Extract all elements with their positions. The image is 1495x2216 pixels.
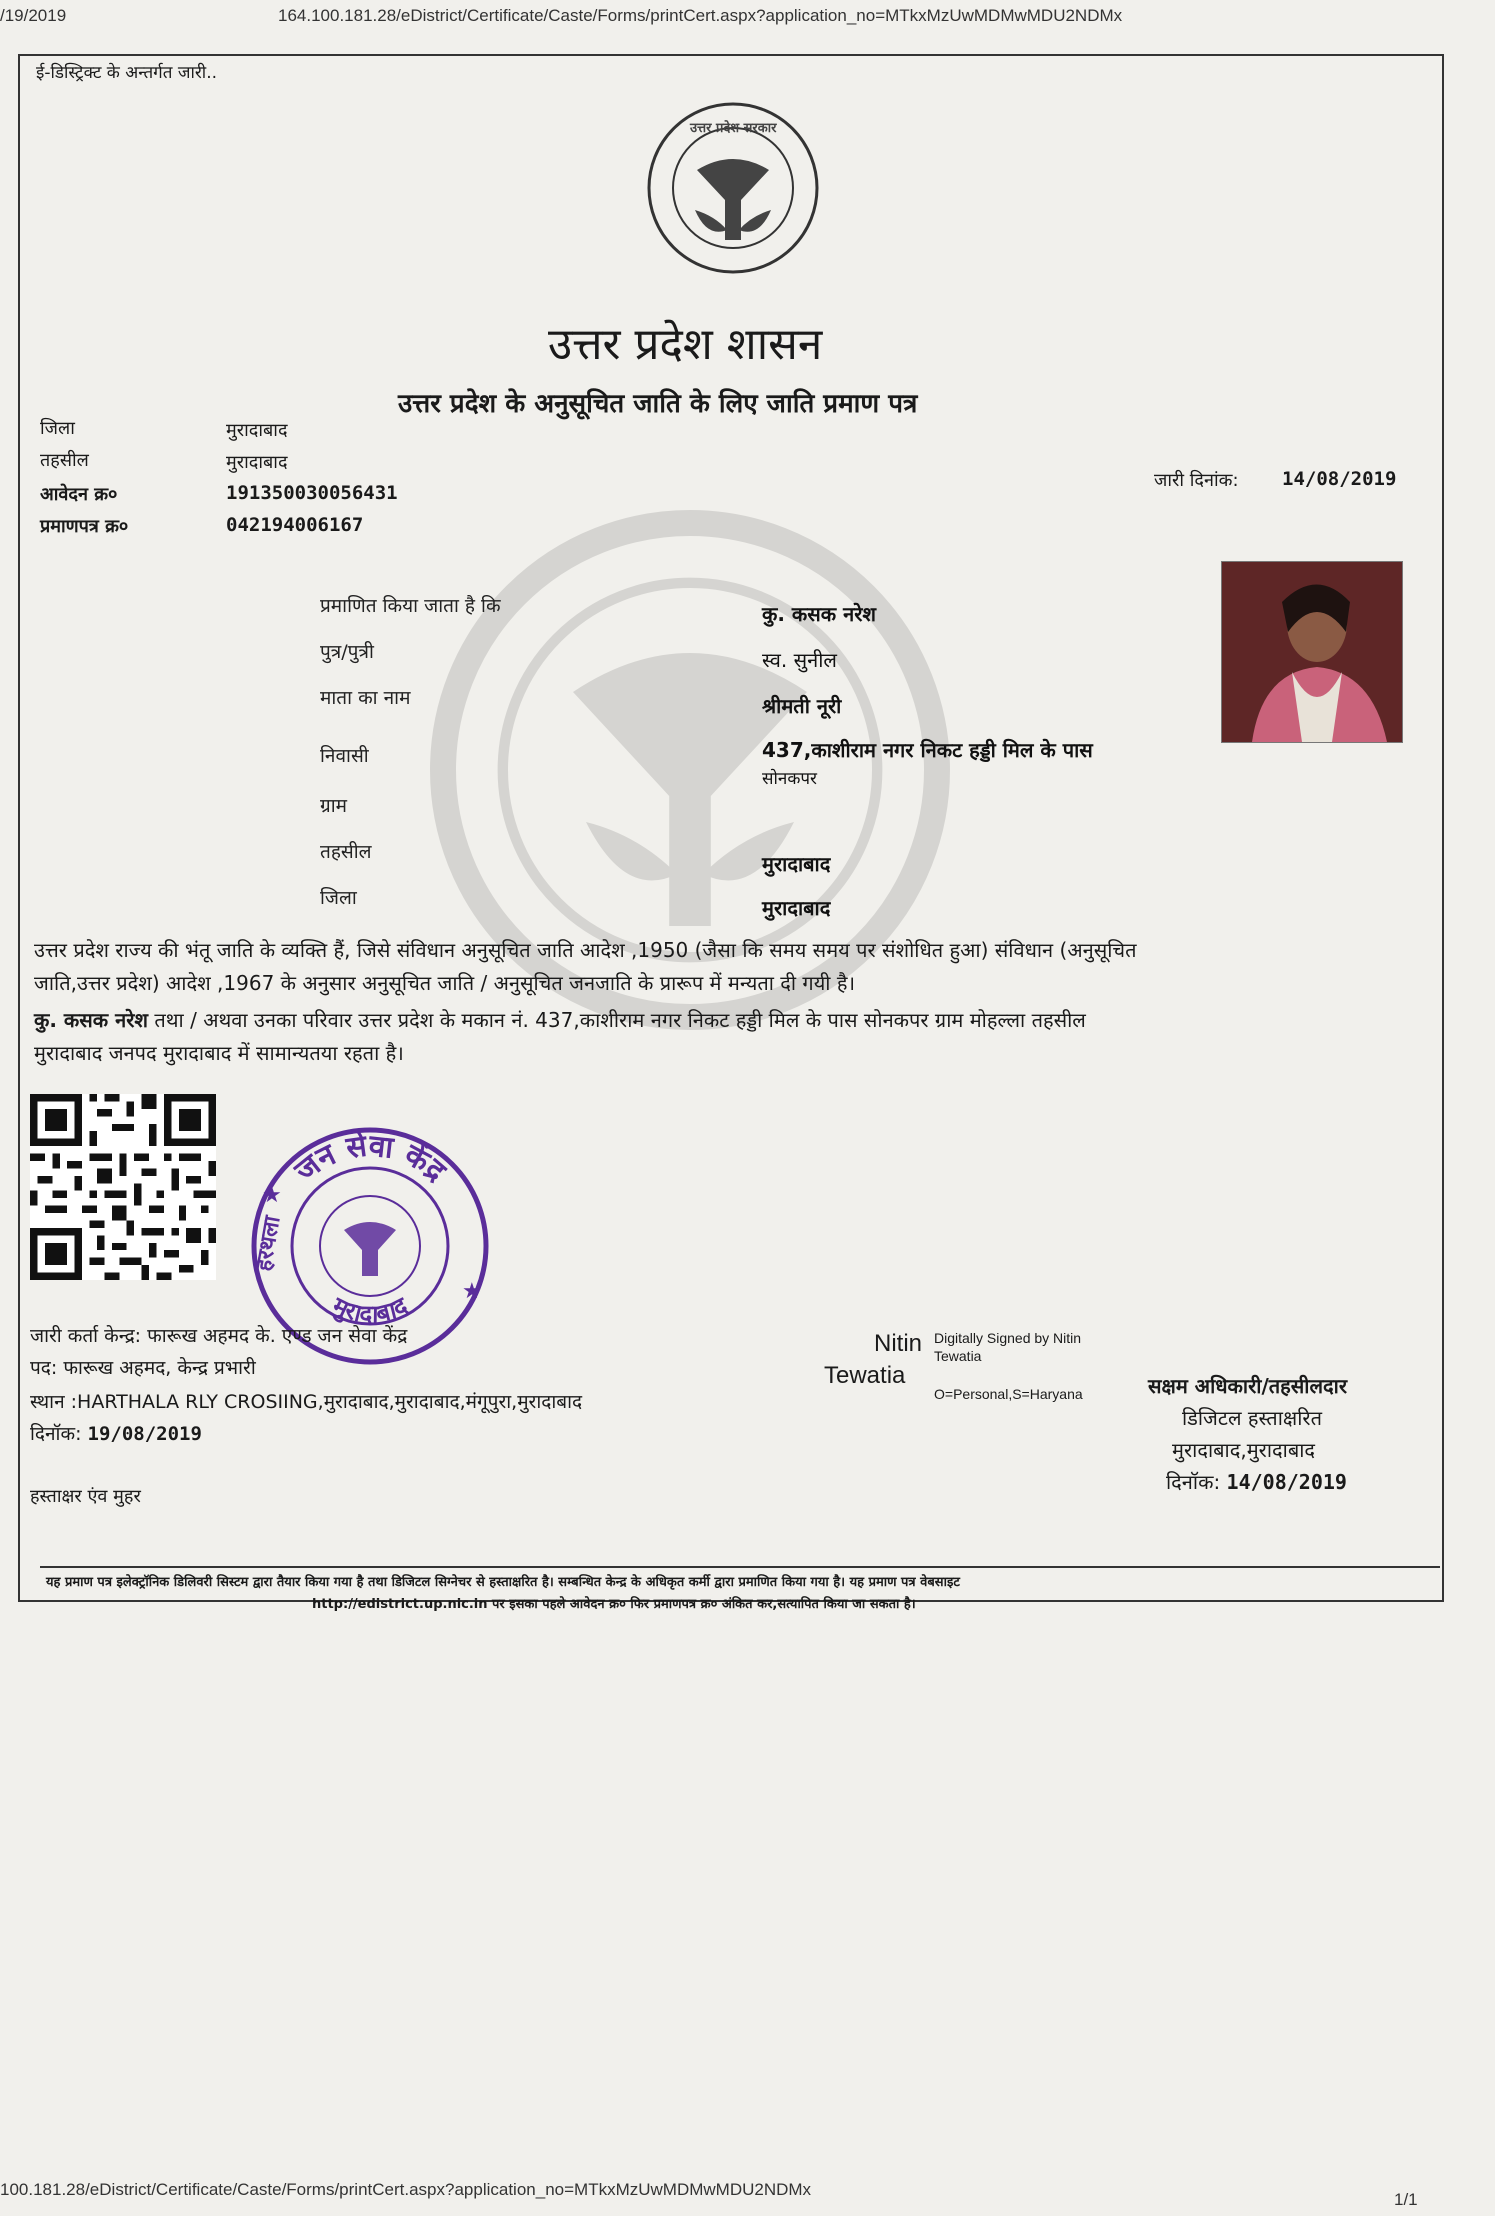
- signer-last-name: Tewatia: [824, 1362, 906, 1389]
- sign-and-seal-label: हस्ताक्षर एंव मुहर: [30, 1486, 141, 1507]
- stamp-bottom-text: मुरादाबाद: [328, 1291, 412, 1329]
- authority-location: मुरादाबाद,मुरादाबाद: [1172, 1438, 1316, 1462]
- issuer-post: पद: फारूख अहमद, केन्द्र प्रभारी: [30, 1357, 256, 1379]
- footer-note-line2: http://edistrict.up.nic.in पर इसका पहले आवेदन क्र० फिर प्रमाणपत्र क्र० अंकित कर,सत्यापित किया जा सकता है।: [312, 1597, 916, 1612]
- print-url[interactable]: 164.100.181.28/eDistrict/Certificate/Caste/Forms/printCert.aspx?application_no=MTkxMzUwMDMwMDU2NDMx: [278, 6, 1123, 25]
- resident-value-line2: सोनकपर: [762, 769, 817, 789]
- application-no-value: 191350030056431: [226, 482, 398, 504]
- mother-label: माता का नाम: [320, 687, 411, 709]
- caste-paragraph-line2: जाति,उत्तर प्रदेश) आदेश ,1967 के अनुसार अनुसूचित जाति / अनुसूचित जनजाति के प्रारूप में मन्यता दी गयी है।: [34, 971, 856, 995]
- detail-tehsil-label: तहसील: [320, 841, 372, 863]
- print-footer-url[interactable]: 100.181.28/eDistrict/Certificate/Caste/Forms/printCert.aspx?application_no=MTkxMzUwMDMwMDU2NDMx: [0, 2180, 812, 2199]
- residence-paragraph-rest: तथा / अथवा उनका परिवार उत्तर प्रदेश के मकान नं. 437,काशीराम नगर निकट हड्डी मिल के पास सोनकपर ग्राम मोहल्ला तहसील: [154, 1008, 1086, 1032]
- authority-date-label: दिनॉक:: [1166, 1470, 1221, 1494]
- stamp-outer-text: जन सेवा केंद्र: [288, 1128, 453, 1189]
- issuer-center: जारी कर्ता केन्द्र: फारूख अहमद के. एण्ड जन सेवा केंद्र: [30, 1325, 408, 1347]
- detail-district-value: मुरादाबाद: [762, 896, 831, 920]
- certificate-no-label: प्रमाणपत्र क्र०: [40, 516, 129, 537]
- digitally-signed-by-line2: Tewatia: [934, 1348, 982, 1364]
- detail-district-label: जिला: [320, 887, 357, 909]
- meta-tehsil-value: मुरादाबाद: [226, 452, 288, 473]
- caste-paragraph-line1: उत्तर प्रदेश राज्य की भंतू जाति के व्यक्ति हैं, जिसे संविधान अनुसूचित जाति आदेश ,1950 (जैसा कि समय समय पर संशोधित हुआ) संविधान (अनुसूचित: [34, 938, 1137, 962]
- signer-first-name: Nitin: [874, 1330, 923, 1357]
- applicant-photo: [1221, 561, 1403, 743]
- meta-district-value: मुरादाबाद: [226, 420, 288, 441]
- issue-date-value: 14/08/2019: [1282, 468, 1397, 490]
- certificate-no-value: 042194006167: [226, 514, 364, 536]
- qr-code[interactable]: [30, 1094, 216, 1280]
- stamp-side-text: हरथला: [251, 1214, 286, 1274]
- issue-date-label: जारी दिनांक:: [1154, 470, 1239, 491]
- residence-paragraph-line2: मुरादाबाद जनपद मुरादाबाद में सामान्यतया रहता है।: [34, 1041, 404, 1065]
- emblem-caption: उत्तर प्रदेश सरकार: [690, 121, 777, 136]
- certified-label: प्रमाणित किया जाता है कि: [320, 595, 501, 617]
- issued-under-note: ई-डिस्ट्रिक्ट के अन्तर्गत जारी..: [36, 63, 218, 83]
- authority-date: [1166, 1468, 1347, 1495]
- authority-title: सक्षम अधिकारी/तहसीलदार: [1148, 1374, 1348, 1398]
- stamp-star-icon: ★: [262, 1183, 282, 1208]
- person-icon: [1222, 562, 1402, 742]
- village-label: ग्राम: [320, 795, 347, 817]
- footer-divider: [40, 1566, 1440, 1568]
- meta-district-label: जिला: [40, 418, 75, 439]
- caste-paragraph: [34, 934, 1434, 1000]
- certified-name-value: कु. कसक नरेश: [762, 602, 877, 626]
- resident-value-line1: 437,काशीराम नगर निकट हड्डी मिल के पास: [762, 738, 1093, 762]
- child-of-value: स्व. सुनील: [762, 648, 837, 672]
- footer-note-line1: यह प्रमाण पत्र इलेक्ट्रॉनिक डिलिवरी सिस्टम द्वारा तैयार किया गया है तथा डिजिटल सिग्नेचर से हस्ताक्षरित है। सम्बन्धित केन्द्र के अधिकृत कर्मी द्वारा प्रमाणित किया गया है। यह प्रमाण पत्र वेबसाइट: [46, 1575, 960, 1590]
- residence-paragraph-line1: [34, 1004, 1434, 1037]
- detail-tehsil-value: मुरादाबाद: [762, 852, 831, 876]
- issuer-date-label: दिनॉक:: [30, 1423, 82, 1445]
- stamp-star-icon: ★: [462, 1279, 482, 1304]
- digitally-signed-by: Digitally Signed by Nitin: [934, 1330, 1082, 1346]
- issuer-date-value: 19/08/2019: [87, 1423, 202, 1445]
- signature-details: O=Personal,S=Haryana: [934, 1386, 1083, 1402]
- residence-paragraph-name: कु. कसक नरेश: [34, 1008, 149, 1032]
- application-no-label: आवेदन क्र०: [40, 484, 118, 505]
- authority-signed: डिजिटल हस्ताक्षरित: [1182, 1406, 1322, 1430]
- government-heading: उत्तर प्रदेश शासन: [548, 319, 823, 370]
- child-of-label: पुत्र/पुत्री: [320, 641, 374, 663]
- print-page-count: 1/1: [1394, 2190, 1418, 2209]
- certificate-title: उत्तर प्रदेश के अनुसूचित जाति के लिए जाति प्रमाण पत्र: [398, 389, 918, 419]
- issuer-place: स्थान :HARTHALA RLY CROSIING,मुरादाबाद,मुरादाबाद,मंगूपुरा,मुरादाबाद: [30, 1391, 583, 1413]
- meta-tehsil-label: तहसील: [40, 450, 89, 471]
- print-date: /19/2019: [0, 6, 67, 25]
- mother-value: श्रीमती नूरी: [762, 694, 842, 718]
- authority-date-value: 14/08/2019: [1226, 1470, 1347, 1494]
- residence-paragraph: [34, 1004, 1434, 1070]
- issuer-date: [30, 1420, 202, 1446]
- resident-label: निवासी: [320, 745, 369, 767]
